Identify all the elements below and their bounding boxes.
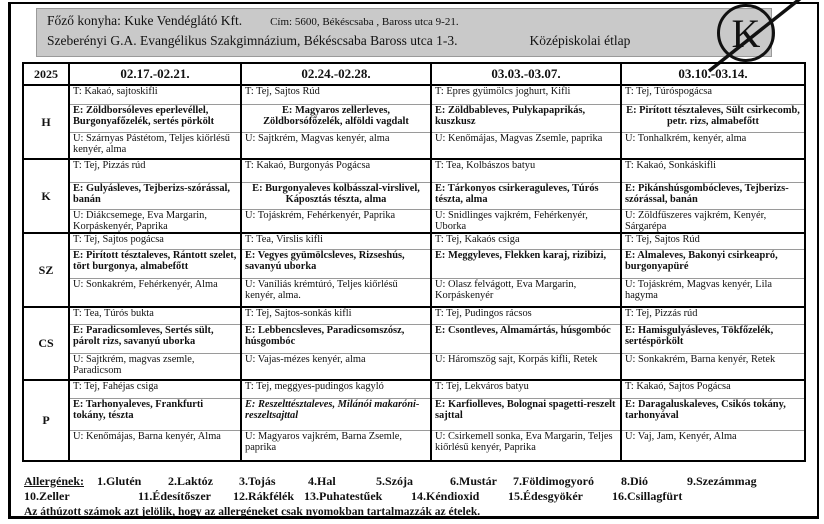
breakfast-text: T: Tej, meggyes-pudingos kagyló — [242, 381, 430, 399]
snack-text: U: Kenőmájas, Barna kenyér, Alma — [73, 431, 221, 442]
snack-text: U: Háromszög sajt, Korpás kifli, Retek — [435, 354, 598, 365]
allergen-item: 15.Édesgyökér — [508, 489, 583, 503]
menu-cell — [430, 234, 620, 306]
snack-text: U: Sajtkrém, magvas zsemle, Paradicsom — [73, 354, 195, 376]
menu-cell — [68, 234, 240, 306]
snack-text: U: Sonkakrém, Barna kenyér, Retek — [625, 354, 776, 365]
header-line-2 — [47, 33, 761, 49]
day-label: H — [41, 114, 51, 129]
allergen-item: 10.Zeller — [24, 489, 70, 503]
lunch-text: E: Lebbencsleves, Paradicsomszósz, húsgombóc — [242, 325, 430, 354]
breakfast-text: T: Tea, Túrós bukta — [70, 308, 240, 325]
breakfast-text: T: Tej, Pizzás rúd — [622, 308, 804, 325]
lunch-text: E: Paradicsomleves, Sertés sült, párolt rizs, savanyú uborka — [70, 325, 240, 354]
menu-cell — [240, 160, 430, 232]
breakfast-text: T: Tej, Kakaós csiga — [432, 234, 620, 250]
lunch-text: E: Pirított tésztaleves, Sült csirkecomb, petr. rizs, almabefőtt — [622, 105, 804, 133]
breakfast-text: T: Tej, Sajtos-sonkás kifli — [242, 308, 430, 325]
day-label: SZ — [38, 262, 54, 277]
snack-text: U: Magyaros vajkrém, Barna Zsemle, paprika — [245, 431, 402, 453]
allergen-item: 14.Kéndioxid — [411, 489, 480, 503]
menu-cell — [68, 308, 240, 379]
snack-text: U: Vajas-mézes kenyér, alma — [245, 354, 366, 365]
menu-cell — [430, 160, 620, 232]
menu-cell — [68, 381, 240, 460]
snack-text: U: Zöldfűszeres vajkrém, Kenyér, Sárgarépa — [625, 210, 767, 232]
school-name: Szeberényi G.A. Evangélikus Szakgimnázium, Békéscsaba Baross utca 1-3. — [47, 33, 458, 48]
menu-cell — [620, 160, 804, 232]
lunch-text: E: Tarhonyaleves, Frankfurti tokány, tészta — [70, 399, 240, 431]
menu-cell — [430, 308, 620, 379]
allergen-item: 8.Dió — [621, 474, 648, 488]
menu-cell — [240, 308, 430, 379]
day-label: K — [41, 188, 51, 203]
header-line-1 — [47, 13, 761, 29]
kitchen-address: Cím: 5600, Békéscsaba , Baross utca 9-21. — [270, 16, 459, 28]
breakfast-text: T: Kakaó, sajtoskifli — [70, 86, 240, 105]
menu-cell — [620, 308, 804, 379]
lunch-text: E: Burgonyaleves kolbásszal-virslivel, Káposztás tészta, alma — [242, 183, 430, 210]
allergens-line-1 — [24, 474, 800, 489]
allergen-item: 1.Glutén — [97, 474, 142, 488]
week-header-4: 03.10.-03.14. — [620, 64, 804, 84]
menu-row-wednesday — [24, 232, 804, 306]
menu-cell — [240, 234, 430, 306]
allergen-item: 13.Puhatestűek — [304, 489, 383, 503]
allergens-footer — [24, 474, 800, 518]
lunch-text: E: Reszelttésztaleves, Milánói makaróni-reszeltsajttal — [242, 399, 430, 431]
breakfast-text: T: Kakaó, Sajtos Pogácsa — [622, 381, 804, 399]
menu-table — [22, 62, 806, 462]
kitchen-label: Főző konyha: Kuke Vendéglátó Kft. — [47, 13, 243, 28]
menu-cell — [240, 381, 430, 460]
snack-text: U: Csirkemell sonka, Eva Margarin, Teljes kiőrlésű kenyér, Paprika — [435, 431, 613, 453]
snack-text: U: Olasz felvágott, Eva Margarin, Korpáskenyér — [435, 279, 577, 301]
breakfast-text: T: Kakaó, Burgonyás Pogácsa — [242, 160, 430, 183]
table-header-row — [24, 64, 804, 86]
breakfast-text: T: Tej, Pudingos rácsos — [432, 308, 620, 325]
logo-letter: K — [731, 11, 761, 56]
menu-cell — [620, 234, 804, 306]
snack-text: U: Tojáskrém, Magvas kenyér, Lila hagyma — [625, 279, 772, 301]
menu-cell — [240, 86, 430, 158]
allergen-item: 7.Földimogyoró — [513, 474, 594, 488]
menu-row-tuesday — [24, 158, 804, 232]
allergen-item: 3.Tojás — [239, 474, 276, 488]
snack-text: U: Sonkakrém, Fehérkenyér, Alma — [73, 279, 218, 290]
lunch-text: E: Daragaluskaleves, Csikós tokány, tarhonyával — [622, 399, 804, 431]
allergen-item: 5.Szója — [376, 474, 413, 488]
lunch-text: E: Meggyleves, Flekken karaj, rizibizi, — [432, 250, 620, 279]
snack-text: U: Vaj, Jam, Kenyér, Alma — [625, 431, 737, 442]
breakfast-text: T: Tej, Sajtos Rúd — [242, 86, 430, 105]
menu-cell — [68, 86, 240, 158]
menu-cell — [68, 160, 240, 232]
lunch-text: E: Pikánshúsgombócleves, Tejberizs-szórással, banán — [622, 183, 804, 210]
lunch-text: E: Vegyes gyümölcsleves, Rizseshús, savanyú uborka — [242, 250, 430, 279]
snack-text: U: Vaníliás krémtúró, Teljes kiőrlésű kenyér, alma. — [245, 279, 398, 301]
day-label: CS — [38, 336, 54, 351]
breakfast-text: T: Tej, Fahéjas csiga — [70, 381, 240, 399]
snack-text: U: Snidlinges vajkrém, Fehérkenyér, Uborka — [435, 210, 588, 232]
allergens-label: Allergének: — [24, 474, 84, 488]
menu-row-friday — [24, 379, 804, 460]
lunch-text: E: Csontleves, Almamártás, húsgombóc — [432, 325, 620, 354]
lunch-text: E: Zöldbableves, Pulykapaprikás, kuszkusz — [432, 105, 620, 133]
week-header-3: 03.03.-03.07. — [430, 64, 620, 84]
menu-cell — [620, 381, 804, 460]
snack-text: U: Kenőmájas, Magvas Zsemle, paprika — [435, 133, 603, 144]
year-cell: 2025 — [34, 67, 58, 81]
breakfast-text: T: Tej, Sajtos Rúd — [622, 234, 804, 250]
week-header-2: 02.24.-02.28. — [240, 64, 430, 84]
menu-row-monday — [24, 86, 804, 158]
breakfast-text: T: Tea, Virslis kifli — [242, 234, 430, 250]
menu-cell — [620, 86, 804, 158]
lunch-text: E: Gulyásleves, Tejberizs-szórással, banán — [70, 183, 240, 210]
allergen-item: 4.Hal — [308, 474, 336, 488]
allergen-item: 9.Szezámmag — [687, 474, 757, 488]
header — [36, 8, 772, 57]
day-label: P — [42, 413, 50, 428]
lunch-text: E: Tárkonyos csirkeraguleves, Túrós tészta, alma — [432, 183, 620, 210]
snack-text: U: Tojáskrém, Fehérkenyér, Paprika — [245, 210, 396, 221]
menu-cell — [430, 86, 620, 158]
breakfast-text: T: Tej, Sajtos pogácsa — [70, 234, 240, 250]
allergen-item: 11.Édesítőszer — [138, 489, 211, 503]
snack-text: U: Tonhalkrém, kenyér, alma — [625, 133, 747, 144]
allergen-item: 6.Mustár — [450, 474, 497, 488]
breakfast-text: T: Epres gyümölcs joghurt, Kifli — [432, 86, 620, 105]
lunch-text: E: Pirított tésztaleves, Rántott szelet, tört burgonya, almabefőtt — [70, 250, 240, 279]
menu-type-title: Középiskolai étlap — [529, 33, 631, 48]
allergens-line-2 — [24, 489, 800, 504]
allergen-item: 12.Rákfélék — [233, 489, 294, 503]
snack-text: U: Szárnyas Pástétom, Teljes kiőrlésű kenyér, alma — [73, 133, 230, 155]
allergens-note: Az áthúzott számok azt jelölik, hogy az allergéneket csak nyomokban tartalmazzák az ételek. — [24, 506, 481, 518]
breakfast-text: T: Tej, Lekváros batyu — [432, 381, 620, 399]
allergen-item: 16.Csillagfürt — [612, 489, 683, 503]
lunch-text: E: Zöldborsóleves eperlevéllel, Burgonyafőzelék, sertés pörkölt — [70, 105, 240, 133]
lunch-text: E: Karfiolleves, Bolognai spagetti-reszelt sajttal — [432, 399, 620, 431]
breakfast-text: T: Kakaó, Sonkáskifli — [622, 160, 804, 183]
breakfast-text: T: Tea, Kolbászos batyu — [432, 160, 620, 183]
lunch-text: E: Hamisgulyásleves, Tökfőzelék, sertéspörkölt — [622, 325, 804, 354]
menu-cell — [430, 381, 620, 460]
breakfast-text: T: Tej, Túróspogácsa — [622, 86, 804, 105]
snack-text: U: Sajtkrém, Magvas kenyér, alma — [245, 133, 390, 144]
breakfast-text: T: Tej, Pizzás rúd — [70, 160, 240, 183]
allergen-item: 2.Laktóz — [168, 474, 213, 488]
lunch-text: E: Magyaros zellerleves, Zöldborsófőzelék, alföldi vagdalt — [242, 105, 430, 133]
menu-row-thursday — [24, 306, 804, 379]
snack-text: U: Diákcsemege, Eva Margarin, Korpáskenyér, Paprika — [73, 210, 207, 232]
lunch-text: E: Almaleves, Bakonyi csirkeapró, burgonyapüré — [622, 250, 804, 279]
week-header-1: 02.17.-02.21. — [68, 64, 240, 84]
